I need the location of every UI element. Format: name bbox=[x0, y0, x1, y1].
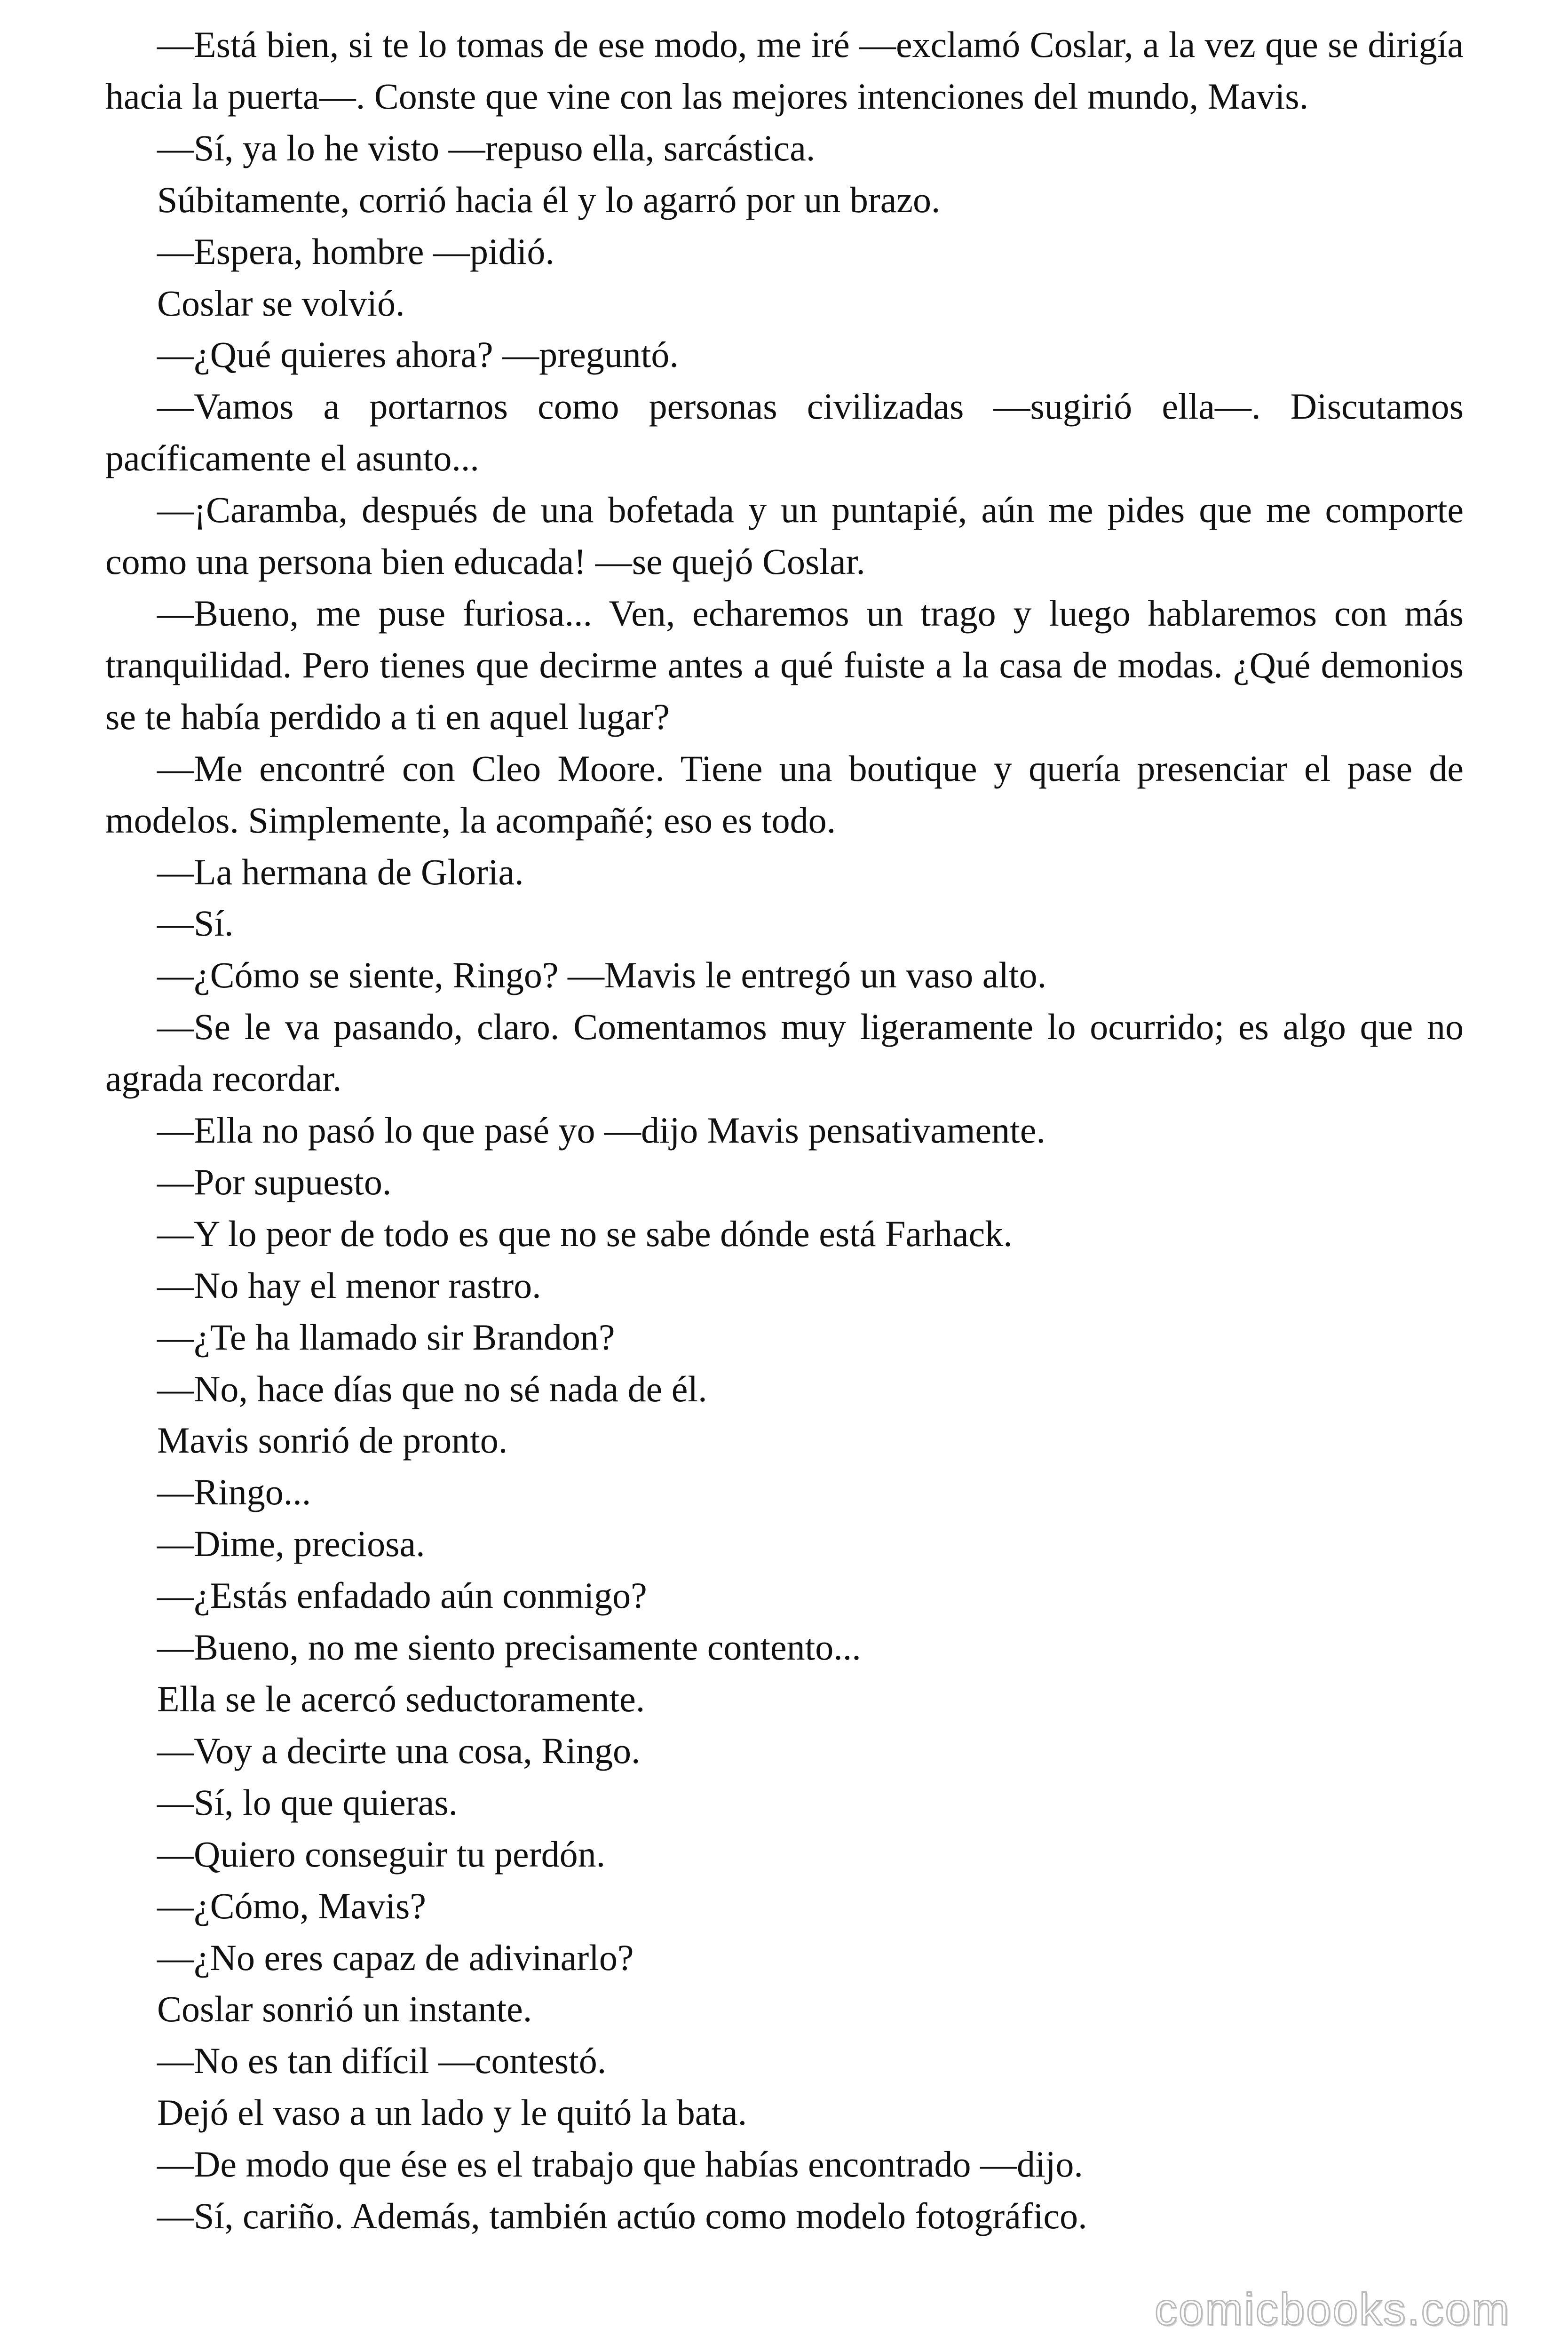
paragraph: —Por supuesto. bbox=[157, 1161, 392, 1202]
paragraph: —Voy a decirte una cosa, Ringo. bbox=[157, 1730, 641, 1771]
paragraph: —Sí, ya lo he visto —repuso ella, sarcástica. bbox=[157, 127, 816, 168]
paragraph: —No es tan difícil —contestó. bbox=[157, 2040, 607, 2082]
paragraph: —Ella no pasó lo que pasé yo —dijo Mavis pensativamente. bbox=[157, 1110, 1045, 1151]
paragraph: Dejó el vaso a un lado y le quitó la bata. bbox=[157, 2092, 747, 2133]
paragraph: —Bueno, me puse furiosa... Ven, echaremos un trago y luego hablaremos con más tranquilidad. Pero tienes que decirme antes a qué fuiste a la casa de modas. ¿Qué demonios se te había perdido a ti en aquel lugar? bbox=[105, 592, 1464, 737]
watermark: comicbooks.com bbox=[1155, 2284, 1511, 2335]
paragraph: —La hermana de Gloria. bbox=[157, 851, 524, 892]
paragraph: —De modo que ése es el trabajo que habías encontrado —dijo. bbox=[157, 2144, 1083, 2185]
paragraph: —Bueno, no me siento precisamente contento... bbox=[157, 1627, 861, 1668]
paragraph: —¡Caramba, después de una bofetada y un puntapié, aún me pides que me comporte como una persona bien educada! —se quejó Coslar. bbox=[105, 489, 1464, 582]
paragraph: —Ringo... bbox=[157, 1471, 311, 1513]
paragraph: Ella se le acercó seductoramente. bbox=[157, 1678, 645, 1719]
paragraph: —Y lo peor de todo es que no se sabe dónde está Farhack. bbox=[157, 1213, 1013, 1254]
body-text bbox=[105, 19, 1464, 2242]
paragraph: —¿No eres capaz de adivinarlo? bbox=[157, 1937, 634, 1978]
paragraph: —¿Estás enfadado aún conmigo? bbox=[157, 1575, 647, 1616]
paragraph: —Quiero conseguir tu perdón. bbox=[157, 1833, 606, 1875]
paragraph: Súbitamente, corrió hacia él y lo agarró por un brazo. bbox=[157, 179, 941, 220]
paragraph: —¿Te ha llamado sir Brandon? bbox=[157, 1316, 615, 1358]
paragraph: Mavis sonrió de pronto. bbox=[157, 1420, 508, 1461]
paragraph: —Sí. bbox=[157, 903, 234, 944]
paragraph: —Está bien, si te lo tomas de ese modo, me iré —exclamó Coslar, a la vez que se dirigía hacia la puerta—. Conste que vine con las mejores intenciones del mundo, Mavis. bbox=[105, 24, 1464, 117]
paragraph: —Sí, lo que quieras. bbox=[157, 1781, 458, 1823]
paragraph: —Me encontré con Cleo Moore. Tiene una boutique y quería presenciar el pase de modelos. Simplemente, la acompañé; eso es todo. bbox=[105, 747, 1464, 841]
paragraph: —Vamos a portarnos como personas civilizadas —sugirió ella—. Discutamos pacíficamente el asunto... bbox=[105, 386, 1464, 479]
paragraph: —¿Qué quieres ahora? —preguntó. bbox=[157, 334, 679, 375]
paragraph: —No hay el menor rastro. bbox=[157, 1264, 541, 1306]
paragraph: —Se le va pasando, claro. Comentamos muy ligeramente lo ocurrido; es algo que no agrada recordar. bbox=[105, 1006, 1464, 1099]
paragraph: —¿Cómo, Mavis? bbox=[157, 1885, 426, 1926]
paragraph: Coslar se volvió. bbox=[157, 282, 405, 324]
paragraph: —Espera, hombre —pidió. bbox=[157, 230, 554, 272]
paragraph: —No, hace días que no sé nada de él. bbox=[157, 1368, 707, 1409]
paragraph: Coslar sonrió un instante. bbox=[157, 1988, 532, 2030]
paragraph: —Dime, preciosa. bbox=[157, 1523, 425, 1565]
paragraph: —¿Cómo se siente, Ringo? —Mavis le entregó un vaso alto. bbox=[157, 954, 1047, 996]
paragraph: —Sí, cariño. Además, también actúo como modelo fotográfico. bbox=[157, 2195, 1087, 2237]
